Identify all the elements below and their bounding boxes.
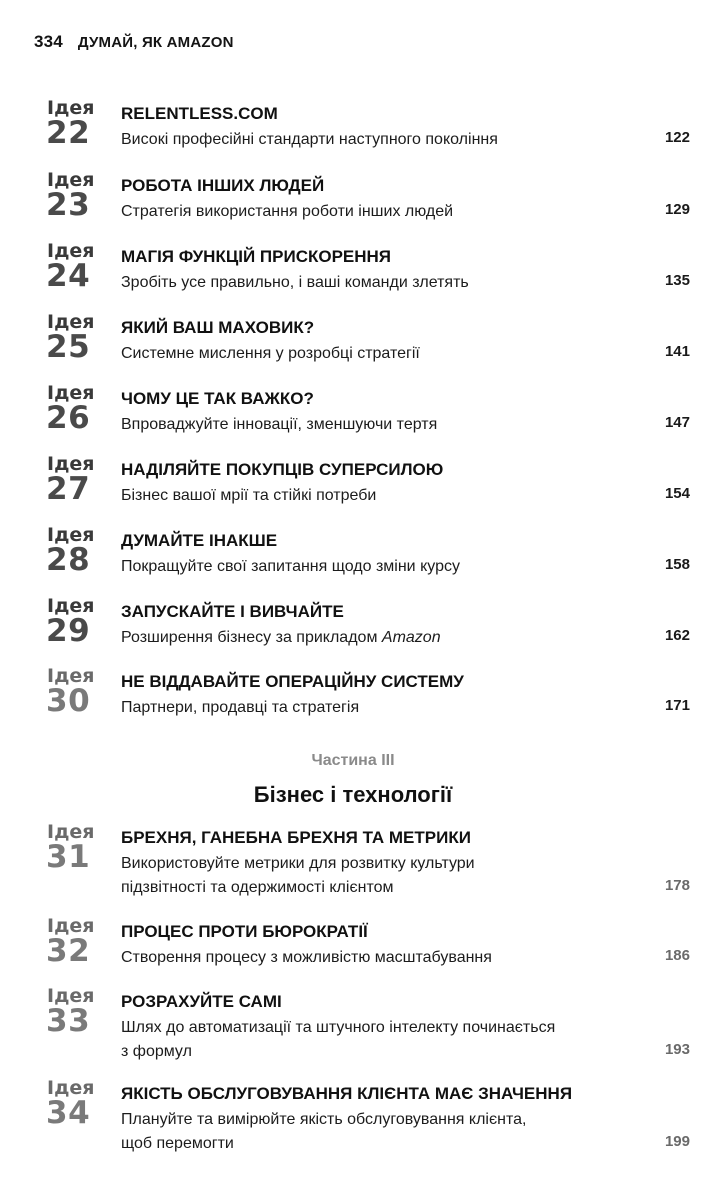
idea-number: 23 (46, 187, 91, 223)
entry-title: ЯКІСТЬ ОБСЛУГОВУВАННЯ КЛІЄНТА МАЄ ЗНАЧЕННЯ (121, 1084, 573, 1103)
entry-page: 158 (664, 556, 690, 573)
idea-number: 25 (46, 329, 91, 365)
entry-subtitle (121, 1016, 661, 1064)
idea-label: Ідея (47, 595, 95, 617)
idea-number: 26 (46, 400, 91, 436)
entry-title: ПРОЦЕС ПРОТИ БЮРОКРАТІЇ (121, 922, 368, 941)
entry-title: МАГІЯ ФУНКЦІЙ ПРИСКОРЕННЯ (121, 247, 392, 266)
idea-number: 31 (46, 839, 91, 875)
entry-title: ДУМАЙТЕ ІНАКШЕ (121, 531, 278, 550)
entry-subtitle: Впроваджуйте інновації, зменшуючи тертя (121, 416, 438, 433)
entry-subtitle: Покращуйте свої запитання щодо зміни курсу (121, 558, 460, 575)
idea-number: 24 (46, 258, 91, 294)
entry-title: РОЗРАХУЙТЕ САМІ (121, 992, 282, 1011)
idea-number: 32 (46, 933, 91, 969)
entry-subtitle: Зробіть усе правильно, і ваші команди злетять (121, 274, 469, 291)
entry-subtitle-line: щоб перемогти (121, 1135, 234, 1152)
entry-subtitle-line: Створення процесу з можливістю масштабування (121, 949, 492, 966)
idea-number: 27 (46, 471, 91, 507)
entry-title: РОБОТА ІНШИХ ЛЮДЕЙ (121, 176, 325, 195)
idea-label: Ідея (47, 915, 95, 937)
entry-title: RELENTLESS.COM (121, 104, 278, 123)
entry-subtitle-italic: Amazon (381, 629, 441, 646)
idea-label: Ідея (47, 821, 95, 843)
running-head (34, 32, 234, 52)
idea-number: 29 (46, 613, 91, 649)
idea-label: Ідея (47, 985, 95, 1007)
idea-label: Ідея (47, 169, 95, 191)
entry-page: 186 (664, 947, 690, 964)
entry-subtitle: Високі професійні стандарти наступного покоління (121, 131, 498, 148)
entry-subtitle-line: Плануйте та вимірюйте якість обслуговування клієнта, (121, 1111, 527, 1128)
idea-label: Ідея (47, 453, 95, 475)
entry-page: 147 (664, 414, 690, 431)
idea-number: 22 (46, 115, 91, 151)
entry-title: ЯКИЙ ВАШ МАХОВИК? (121, 318, 315, 337)
entry-page: 171 (664, 697, 690, 714)
idea-label: Ідея (47, 665, 95, 687)
part-title: Бізнес і технології (253, 782, 453, 807)
entry-page: 129 (664, 201, 690, 218)
entry-subtitle-line: Використовуйте метрики для розвитку культури (121, 855, 475, 872)
idea-number: 33 (46, 1003, 91, 1039)
page-number: 334 (34, 32, 63, 51)
part-label: Частина III (311, 752, 395, 769)
book-title: ДУМАЙ, ЯК AMAZON (77, 34, 234, 51)
entry-page: 178 (664, 877, 690, 894)
entry-title: ЧОМУ ЦЕ ТАК ВАЖКО? (121, 389, 314, 408)
idea-label: Ідея (47, 382, 95, 404)
idea-label: Ідея (47, 311, 95, 333)
entry-subtitle-line: з формул (121, 1043, 192, 1060)
entry-subtitle (121, 626, 661, 650)
idea-number: 30 (46, 683, 91, 719)
idea-label: Ідея (47, 97, 95, 119)
entry-subtitle-line: Шлях до автоматизації та штучного інтелекту починається (121, 1019, 556, 1036)
entry-page: 199 (664, 1133, 690, 1150)
entry-subtitle: Партнери, продавці та стратегія (121, 699, 360, 716)
entry-subtitle (121, 946, 661, 970)
entry-title: ЗАПУСКАЙТЕ І ВИВЧАЙТЕ (121, 602, 344, 621)
entry-subtitle: Стратегія використання роботи інших людей (121, 203, 454, 220)
idea-number: 28 (46, 542, 91, 578)
entry-title: БРЕХНЯ, ГАНЕБНА БРЕХНЯ ТА МЕТРИКИ (121, 828, 471, 847)
entry-page: 141 (664, 343, 690, 360)
entry-subtitle: Бізнес вашої мрії та стійкі потреби (121, 487, 377, 504)
entry-page: 122 (664, 129, 690, 146)
entry-title: НАДІЛЯЙТЕ ПОКУПЦІВ СУПЕРСИЛОЮ (121, 460, 444, 479)
entry-subtitle (121, 852, 661, 900)
entry-subtitle (121, 1108, 661, 1156)
entry-page: 135 (664, 272, 690, 289)
entry-title: НЕ ВІДДАВАЙТЕ ОПЕРАЦІЙНУ СИСТЕМУ (121, 672, 464, 691)
idea-label: Ідея (47, 240, 95, 262)
entry-subtitle: Системне мислення у розробці стратегії (121, 345, 420, 362)
entry-page: 193 (664, 1041, 690, 1058)
entry-subtitle-line: підзвітності та одержимості клієнтом (121, 879, 394, 896)
entry-page: 154 (664, 485, 690, 502)
idea-label: Ідея (47, 1077, 95, 1099)
entry-subtitle-text: Розширення бізнесу за прикладом (121, 629, 378, 646)
entry-page: 162 (664, 627, 690, 644)
idea-number: 34 (46, 1095, 91, 1131)
idea-label: Ідея (47, 524, 95, 546)
